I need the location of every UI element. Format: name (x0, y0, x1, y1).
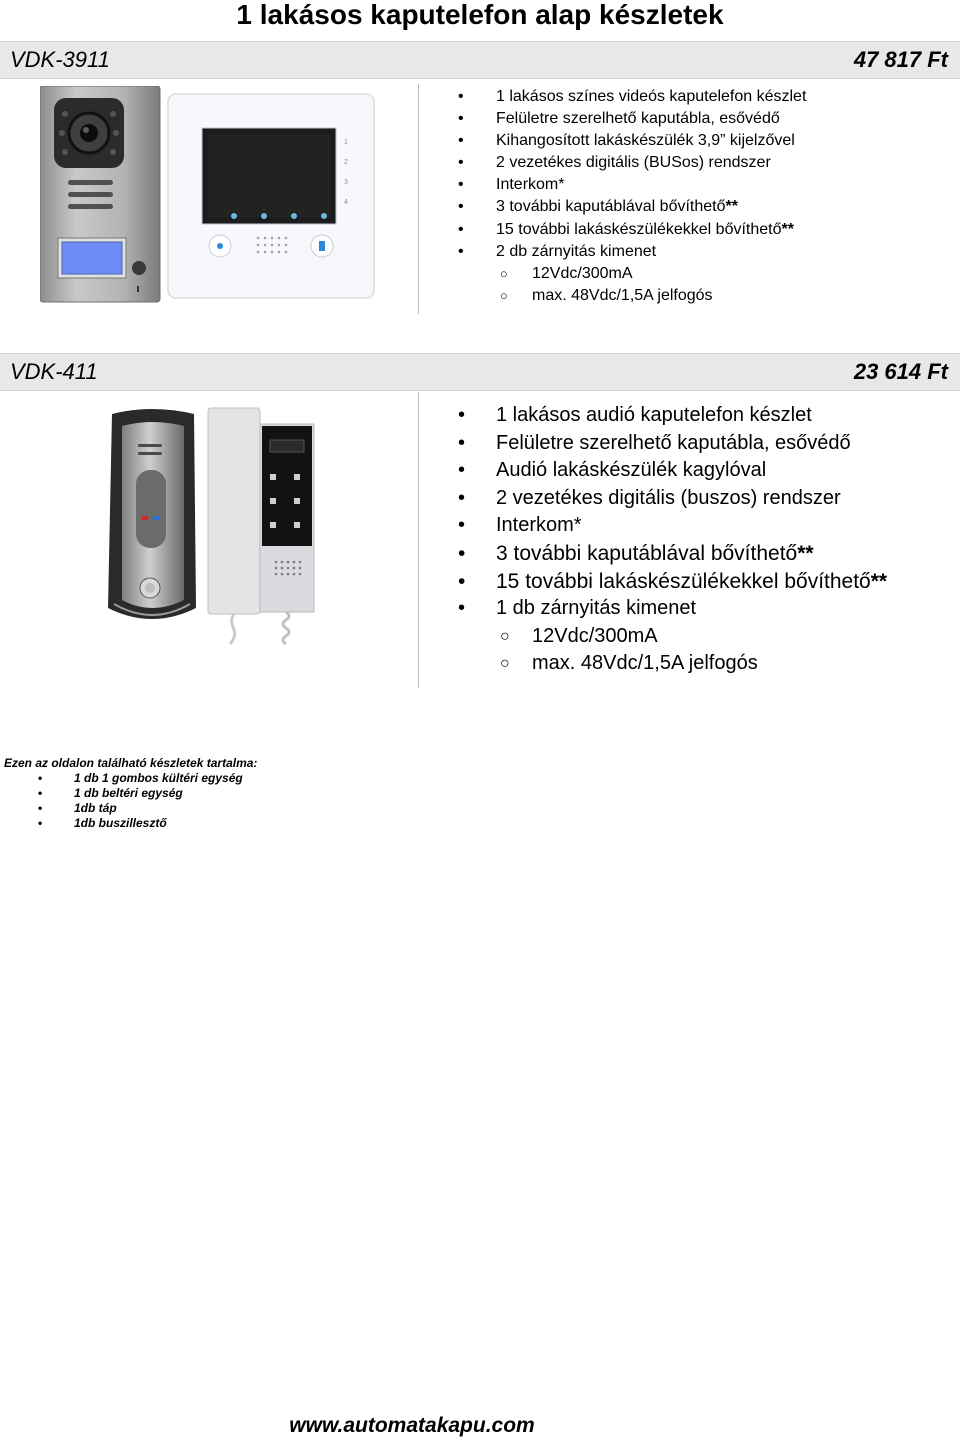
footer-website[interactable]: www.automatakapu.com (289, 1414, 535, 1437)
product-code: VDK-411 (10, 359, 98, 384)
feature-item: • 1 lakásos audió kaputelefon készlet (458, 402, 887, 430)
feature-list-vdk-411 (458, 402, 887, 678)
product-header-vdk-411 (0, 353, 960, 391)
page-title: 1 lakásos kaputelefon alap készletek (236, 0, 724, 30)
feature-item: • 1 lakásos színes videós kaputelefon készlet (458, 86, 806, 108)
product-header-vdk-3911 (0, 41, 960, 79)
kit-contents-item: • 1db táp (4, 801, 257, 816)
feature-item: • Audió lakáskészülék kagylóval (458, 457, 887, 485)
kit-contents-list (4, 771, 257, 831)
monitor-button-1: 1 (344, 139, 348, 146)
kit-contents-item: • 1 db 1 gombos kültéri egység (4, 771, 257, 786)
feature-item: • 15 további lakáskészülékekkel bővíthető** (458, 568, 887, 596)
feature-subitem: ○ 12Vdc/300mA (458, 623, 887, 651)
kit-contents (4, 756, 257, 831)
feature-item: • 2 vezetékes digitális (buszos) rendszer (458, 485, 887, 513)
outdoor-audio-panel-image (104, 408, 200, 633)
kit-contents-item: • 1 db beltéri egység (4, 786, 257, 801)
feature-list-vdk-3911 (458, 86, 806, 307)
feature-item: • 3 további kaputáblával bővíthető** (458, 196, 806, 218)
product-code: VDK-3911 (10, 47, 110, 72)
monitor-button-2: 2 (344, 159, 348, 166)
kit-contents-heading: Ezen az oldalon található készletek tartalma: (4, 756, 258, 770)
monitor-button-3: 3 (344, 179, 348, 186)
feature-item: • Interkom* (458, 174, 806, 196)
feature-item: • Felületre szerelhető kaputábla, esővédő (458, 430, 887, 458)
feature-item: • 2 db zárnyitás kimenet (458, 241, 806, 263)
feature-item: • 3 további kaputáblával bővíthető** (458, 540, 887, 568)
product-price: 47 817 Ft (853, 47, 948, 72)
indoor-video-monitor-image (166, 92, 378, 309)
feature-subitem: ○ max. 48Vdc/1,5A jelfogós (458, 285, 806, 307)
feature-item: • Kihangosított lakáskészülék 3,9” kijelzővel (458, 130, 806, 152)
feature-subitem: ○ 12Vdc/300mA (458, 263, 806, 285)
monitor-button-4: 4 (344, 199, 348, 206)
outdoor-video-panel-image (40, 86, 162, 309)
column-divider (418, 84, 419, 314)
kit-contents-item: • 1db buszillesztő (4, 816, 257, 831)
indoor-audio-handset-image (206, 404, 318, 653)
feature-subitem: ○ max. 48Vdc/1,5A jelfogós (458, 650, 887, 678)
feature-item: • 15 további lakáskészülékekkel bővíthető** (458, 219, 806, 241)
feature-item: • Felületre szerelhető kaputábla, esővédő (458, 108, 806, 130)
product-price: 23 614 Ft (853, 359, 948, 384)
column-divider (418, 392, 419, 688)
feature-item: • Interkom* (458, 512, 887, 540)
feature-item: • 1 db zárnyitás kimenet (458, 595, 887, 623)
feature-item: • 2 vezetékes digitális (BUSos) rendszer (458, 152, 806, 174)
